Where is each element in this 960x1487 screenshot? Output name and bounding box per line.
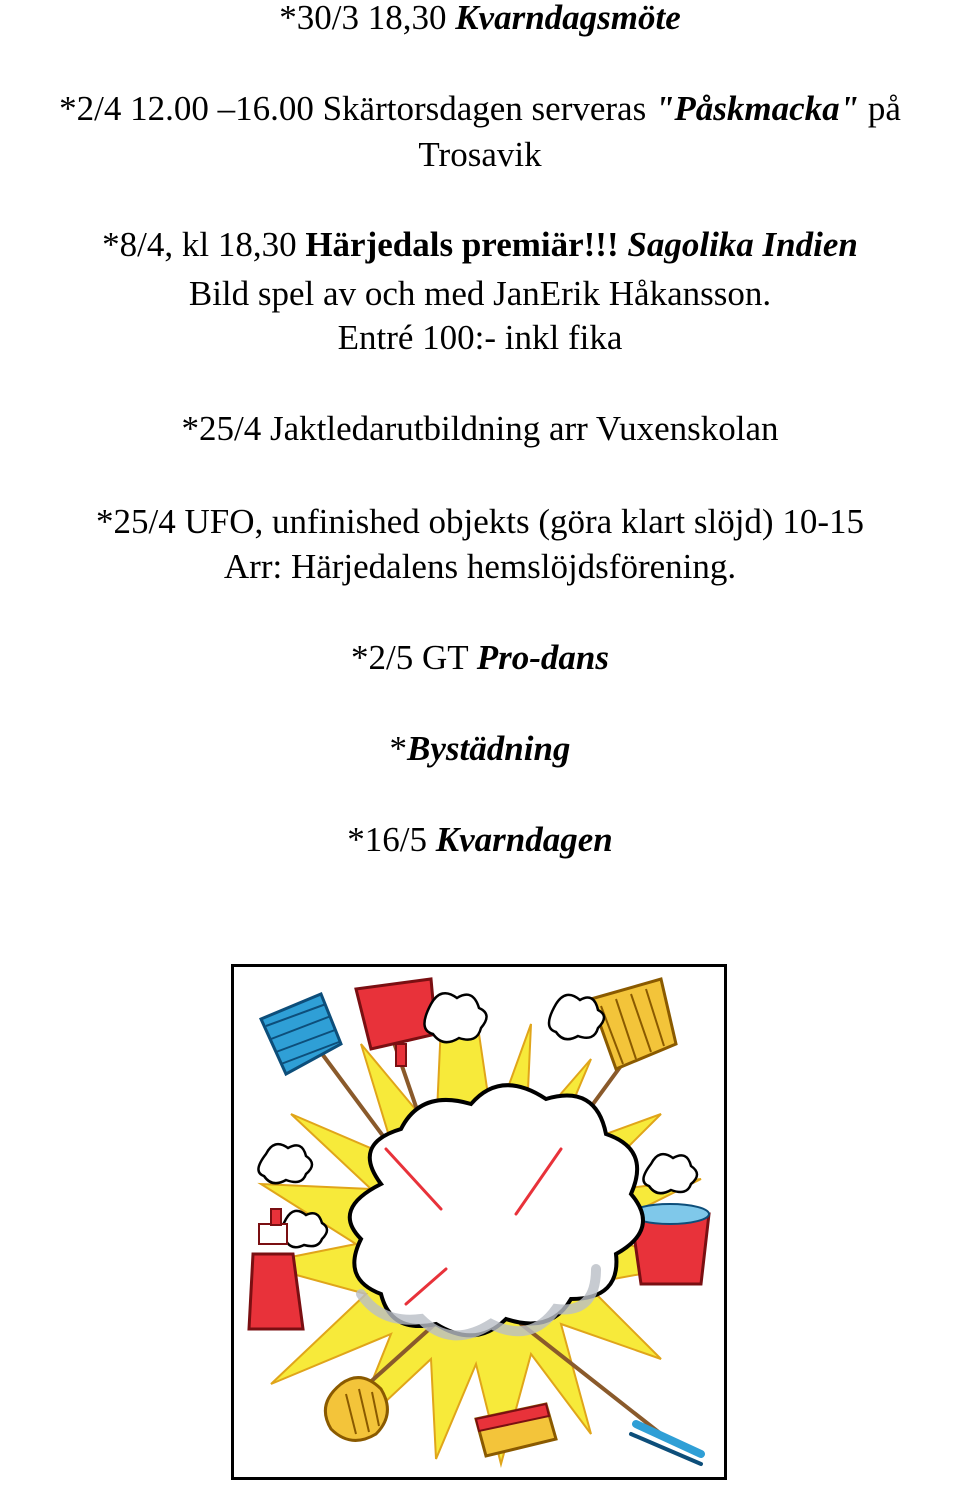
event-suffix: på [867,89,901,128]
event-title: "Påskmacka" [654,89,860,128]
event-location: Trosavik [418,135,542,174]
event-date: *2/4 12.00 –16.00 Skärtorsdagen serveras [59,89,647,128]
event-bystadning [0,727,960,771]
event-kvarndagen [0,818,960,862]
event-ufo: *25/4 UFO, unfinished objekts (göra klart slöjd) 10-15 [96,502,864,541]
event-description: Bild spel av och med JanErik Håkansson. [188,274,772,313]
event-title: Härjedals premiär!!! [305,225,619,264]
event-pro-dans [0,636,960,680]
event-title: Pro-dans [476,638,609,677]
event-title: Kvarndagen [435,820,613,859]
event-date: *2/5 GT [351,638,468,677]
event-paskmacka [0,87,960,131]
event-date: *8/4, kl 18,30 [102,225,297,264]
event-title: Kvarndagsmöte [455,0,681,37]
event-jaktledarutbildning: *25/4 Jaktledarutbildning arr Vuxenskolan [181,409,779,448]
event-date: *30/3 18,30 [279,0,447,37]
event-premiar [0,223,960,267]
event-price: Entré 100:- inkl fika [337,318,623,357]
cleaning-explosion-illustration [231,964,727,1480]
event-date: * [389,729,408,768]
event-organizer: Arr: Härjedalens hemslöjdsförening. [223,547,737,586]
event-kvarndagsmote [0,0,960,40]
event-subtitle: Sagolika Indien [627,225,858,264]
event-date: *16/5 [347,820,427,859]
event-title: Bystädning [407,729,571,768]
